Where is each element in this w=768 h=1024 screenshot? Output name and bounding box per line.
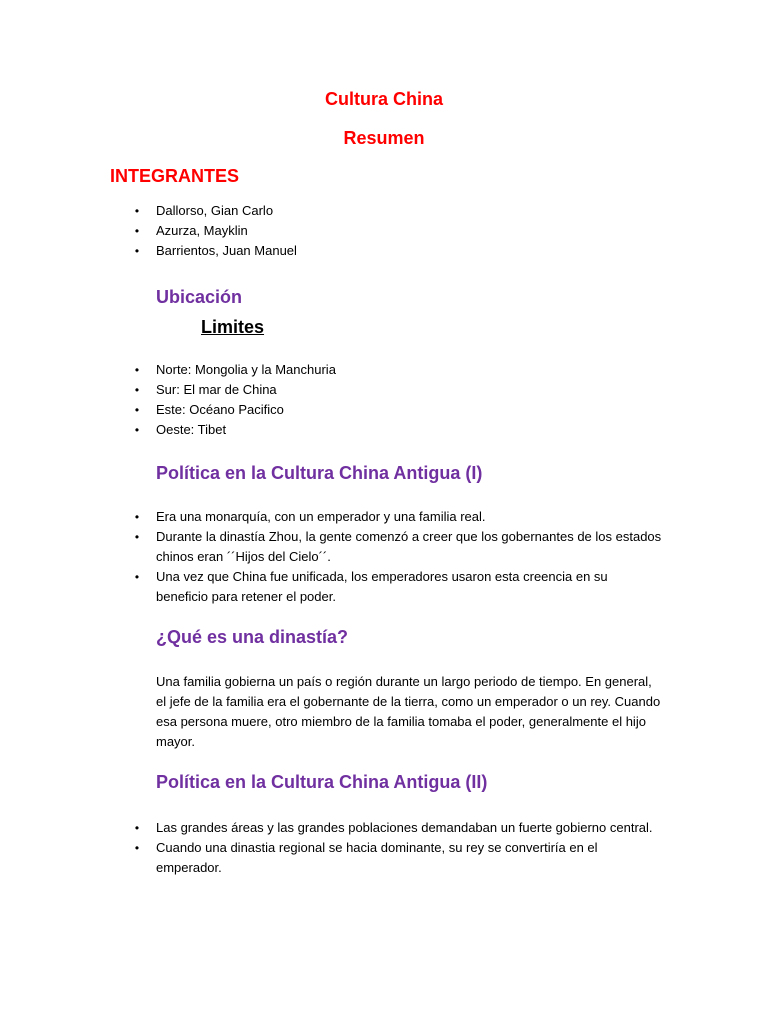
politica-2-heading: Política en la Cultura China Antigua (II) [156, 772, 488, 792]
bullet-icon: • [134, 383, 140, 397]
list-item: • Una vez que China fue unificada, los emperadores usaron esta creencia en su beneficio para retener el poder. [132, 567, 662, 607]
list-item: • Oeste: Tibet [132, 420, 662, 440]
politica-1-list [132, 507, 662, 607]
limites-subheading: Limites [201, 317, 265, 337]
dinastia-heading: ¿Qué es una dinastía? [156, 627, 349, 647]
list-item: • Azurza, Mayklin [132, 221, 662, 241]
bullet-icon: • [134, 423, 140, 437]
list-item: • Este: Océano Pacifico [132, 400, 662, 420]
bullet-icon: • [134, 244, 140, 258]
bullet-icon: • [134, 841, 140, 855]
list-item: • Barrientos, Juan Manuel [132, 241, 662, 261]
politica-2-list [132, 818, 662, 878]
list-item: • Norte: Mongolia y la Manchuria [132, 360, 662, 380]
document-subtitle: Resumen [343, 128, 425, 148]
bullet-icon: • [134, 510, 140, 524]
bullet-icon: • [134, 570, 140, 584]
bullet-icon: • [134, 821, 140, 835]
integrantes-heading: INTEGRANTES [110, 166, 240, 186]
document-title: Cultura China [324, 89, 443, 109]
dinastia-paragraph: Una familia gobierna un país o región durante un largo periodo de tiempo. En general, el jefe de la familia era el gobernante de la tierra, como un emperador o un rey. Cuando esa persona muere, otro miembro de la familia tomaba el poder, generalmente el hijo mayor. [156, 674, 661, 749]
bullet-icon: • [134, 224, 140, 238]
bullet-icon: • [134, 204, 140, 218]
list-item: • Sur: El mar de China [132, 380, 662, 400]
ubicacion-heading: Ubicación [156, 287, 243, 307]
politica-1-heading: Política en la Cultura China Antigua (I) [156, 463, 483, 483]
bullet-icon: • [134, 403, 140, 417]
list-item: • Era una monarquía, con un emperador y una familia real. [132, 507, 662, 527]
integrantes-list [132, 201, 662, 261]
limites-list [132, 360, 662, 440]
list-item: • Durante la dinastía Zhou, la gente comenzó a creer que los gobernantes de los estados chinos eran ´´Hijos del Cielo´´. [132, 527, 662, 567]
list-item: • Las grandes áreas y las grandes poblaciones demandaban un fuerte gobierno central. [132, 818, 662, 838]
list-item: • Dallorso, Gian Carlo [132, 201, 662, 221]
bullet-icon: • [134, 363, 140, 377]
bullet-icon: • [134, 530, 140, 544]
list-item: • Cuando una dinastia regional se hacia dominante, su rey se convertiría en el emperador. [132, 838, 662, 878]
